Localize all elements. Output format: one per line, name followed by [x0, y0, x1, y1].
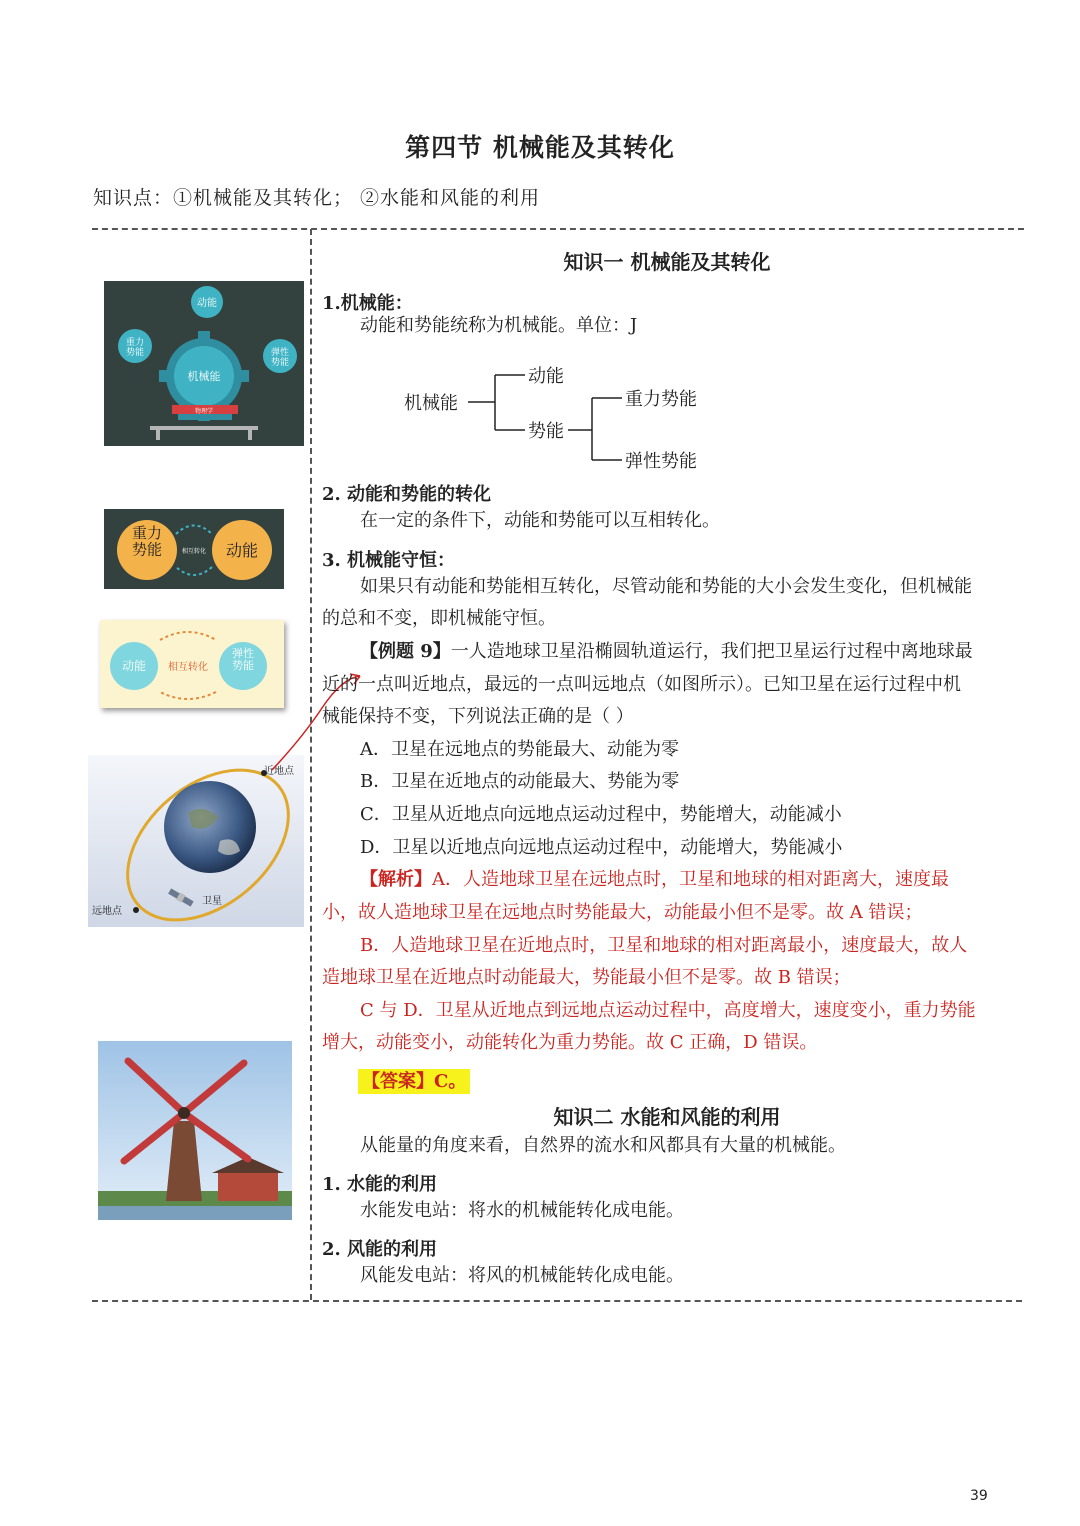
example-tag: 【例题 9】	[360, 641, 451, 662]
tree-potential: 势能	[528, 421, 564, 442]
img3-mutual-label: 相互转化	[168, 662, 208, 673]
analysis-line2: 小，故人造地球卫星在远地点时势能最大，动能最小但不是零。故 A 错误；	[322, 902, 923, 923]
img3-elastic-label: 弹性势能	[232, 646, 254, 673]
analysis-tag: 【解析】	[360, 869, 432, 890]
example-line2: 近的一点叫近地点，最远的一点叫远地点（如图所示）。已知卫星在运行过程中机	[322, 674, 961, 695]
img1-kinetic-label: 动能	[197, 298, 217, 309]
mechanical-energy-illustration	[104, 281, 304, 446]
page-number: 39	[970, 1488, 988, 1504]
analysis-line3: B．人造地球卫星在近地点时，卫星和地球的相对距离最小，速度最大，故人	[360, 935, 968, 956]
img3-kinetic-label: 动能	[121, 659, 147, 673]
satellite-orbit-figure	[88, 755, 304, 927]
section1-p2-head: 2. 动能和势能的转化	[322, 484, 492, 505]
page-title: 第四节 机械能及其转化	[405, 133, 675, 162]
img4-sat-label: 卫星	[202, 896, 222, 907]
section1-p1-text: 动能和势能统称为机械能。单位：J	[360, 315, 638, 336]
option-d: D．卫星以近地点向远地点运动过程中，动能增大，势能减小	[360, 837, 843, 858]
img2-mutual-label: 相互转化	[181, 548, 207, 555]
answer-badge: 【答案】C。	[358, 1069, 470, 1094]
analysis-line4: 造地球卫星在近地点时动能最大，势能最小但不是零。故 B 错误；	[322, 967, 851, 988]
gravity-kinetic-illustration	[104, 509, 284, 589]
analysis-line5: C 与 D．卫星从近地点到远地点运动过程中，高度增大，速度变小，重力势能	[360, 1000, 976, 1021]
img1-gravity-label: 重力势能	[125, 338, 145, 358]
tree-root: 机械能	[404, 393, 458, 414]
example-line1	[360, 636, 973, 669]
top-divider	[92, 228, 1024, 230]
example-line3: 械能保持不变，下列说法正确的是（ ）	[322, 706, 634, 727]
tree-kinetic: 动能	[528, 366, 564, 387]
section2-p1-head: 1. 水能的利用	[322, 1174, 438, 1195]
option-a: A．卫星在远地点的势能最大、动能为零	[360, 739, 679, 760]
option-b: B．卫星在近地点的动能最大、势能为零	[360, 771, 680, 792]
analysis-line1-text: A．人造地球卫星在远地点时，卫星和地球的相对距离大，速度最	[432, 869, 949, 890]
img4-far-label: 远地点	[92, 906, 122, 917]
section2-heading: 知识二 水能和风能的利用	[553, 1105, 781, 1129]
img1-elastic-label: 弹性势能	[270, 348, 290, 368]
windmill-photo	[98, 1041, 292, 1220]
option-c: C．卫星从近地点向远地点运动过程中，势能增大，动能减小	[360, 804, 842, 825]
bottom-divider	[92, 1300, 1022, 1302]
img4-near-label: 近地点	[264, 766, 294, 777]
answer-line	[358, 1066, 470, 1099]
tree-elastic: 弹性势能	[625, 451, 697, 472]
section1-p3-line1: 如果只有动能和势能相互转化，尽管动能和势能的大小会发生变化，但机械能	[360, 576, 972, 597]
energy-tree-diagram	[400, 360, 720, 480]
section1-p3-line2: 的总和不变，即机械能守恒。	[322, 608, 556, 629]
section1-heading: 知识一 机械能及其转化	[563, 250, 771, 274]
section1-p3-head: 3. 机械能守恒：	[322, 550, 456, 571]
section1-p1-head: 1.机械能：	[322, 293, 413, 314]
tree-gravity: 重力势能	[625, 389, 697, 410]
img2-kinetic-label: 动能	[225, 541, 259, 560]
example-line1-text: 一人造地球卫星沿椭圆轨道运行，我们把卫星运行过程中离地球最	[450, 641, 973, 662]
img2-gravity-label: 重力势能	[131, 523, 163, 559]
kinetic-elastic-illustration	[100, 620, 284, 708]
img1-center-label: 机械能	[187, 370, 221, 383]
analysis-line1	[360, 864, 949, 897]
knowledge-points: 知识点：①机械能及其转化； ②水能和风能的利用	[93, 187, 541, 209]
section2-p1-text: 水能发电站：将水的机械能转化成电能。	[360, 1200, 684, 1221]
section2-intro: 从能量的角度来看，自然界的流水和风都具有大量的机械能。	[360, 1135, 846, 1156]
section2-p2-head: 2. 风能的利用	[322, 1239, 438, 1260]
img1-banner-label: 物理学	[194, 408, 214, 415]
section2-p2-text: 风能发电站：将风的机械能转化成电能。	[360, 1265, 684, 1286]
section1-p2-text: 在一定的条件下，动能和势能可以互相转化。	[360, 510, 720, 531]
analysis-line6: 增大，动能变小，动能转化为重力势能。故 C 正确，D 错误。	[322, 1032, 818, 1053]
